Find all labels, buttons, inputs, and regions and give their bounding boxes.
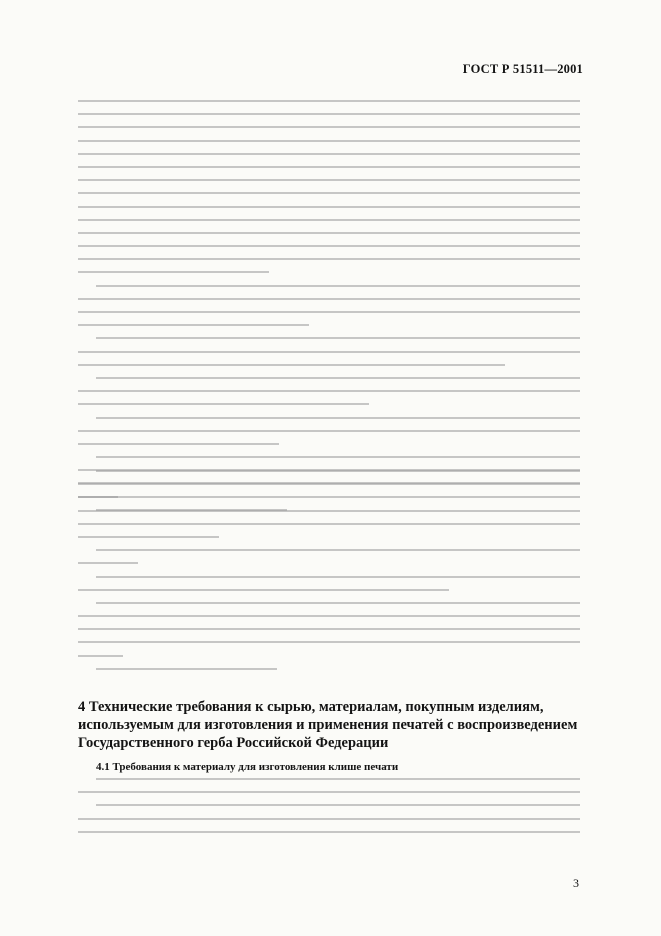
page-number: 3 (573, 876, 579, 890)
running-header: ГОСТ Р 51511—2001 (462, 62, 583, 76)
body-text-upper (78, 100, 580, 522)
body-text-section-4-1 (78, 778, 580, 844)
subsection-4-1-heading: 4.1 Требования к материалу для изготовления клише печати (96, 761, 399, 773)
section-4-heading: 4 Технические требования к сырью, материалам, покупным изделиям, используемым для изготовления и применения печатей с воспроизведением Государственного герба Российской Федерации (78, 699, 578, 751)
body-text-paragraphs-3-6-to-3-9 (78, 470, 580, 681)
